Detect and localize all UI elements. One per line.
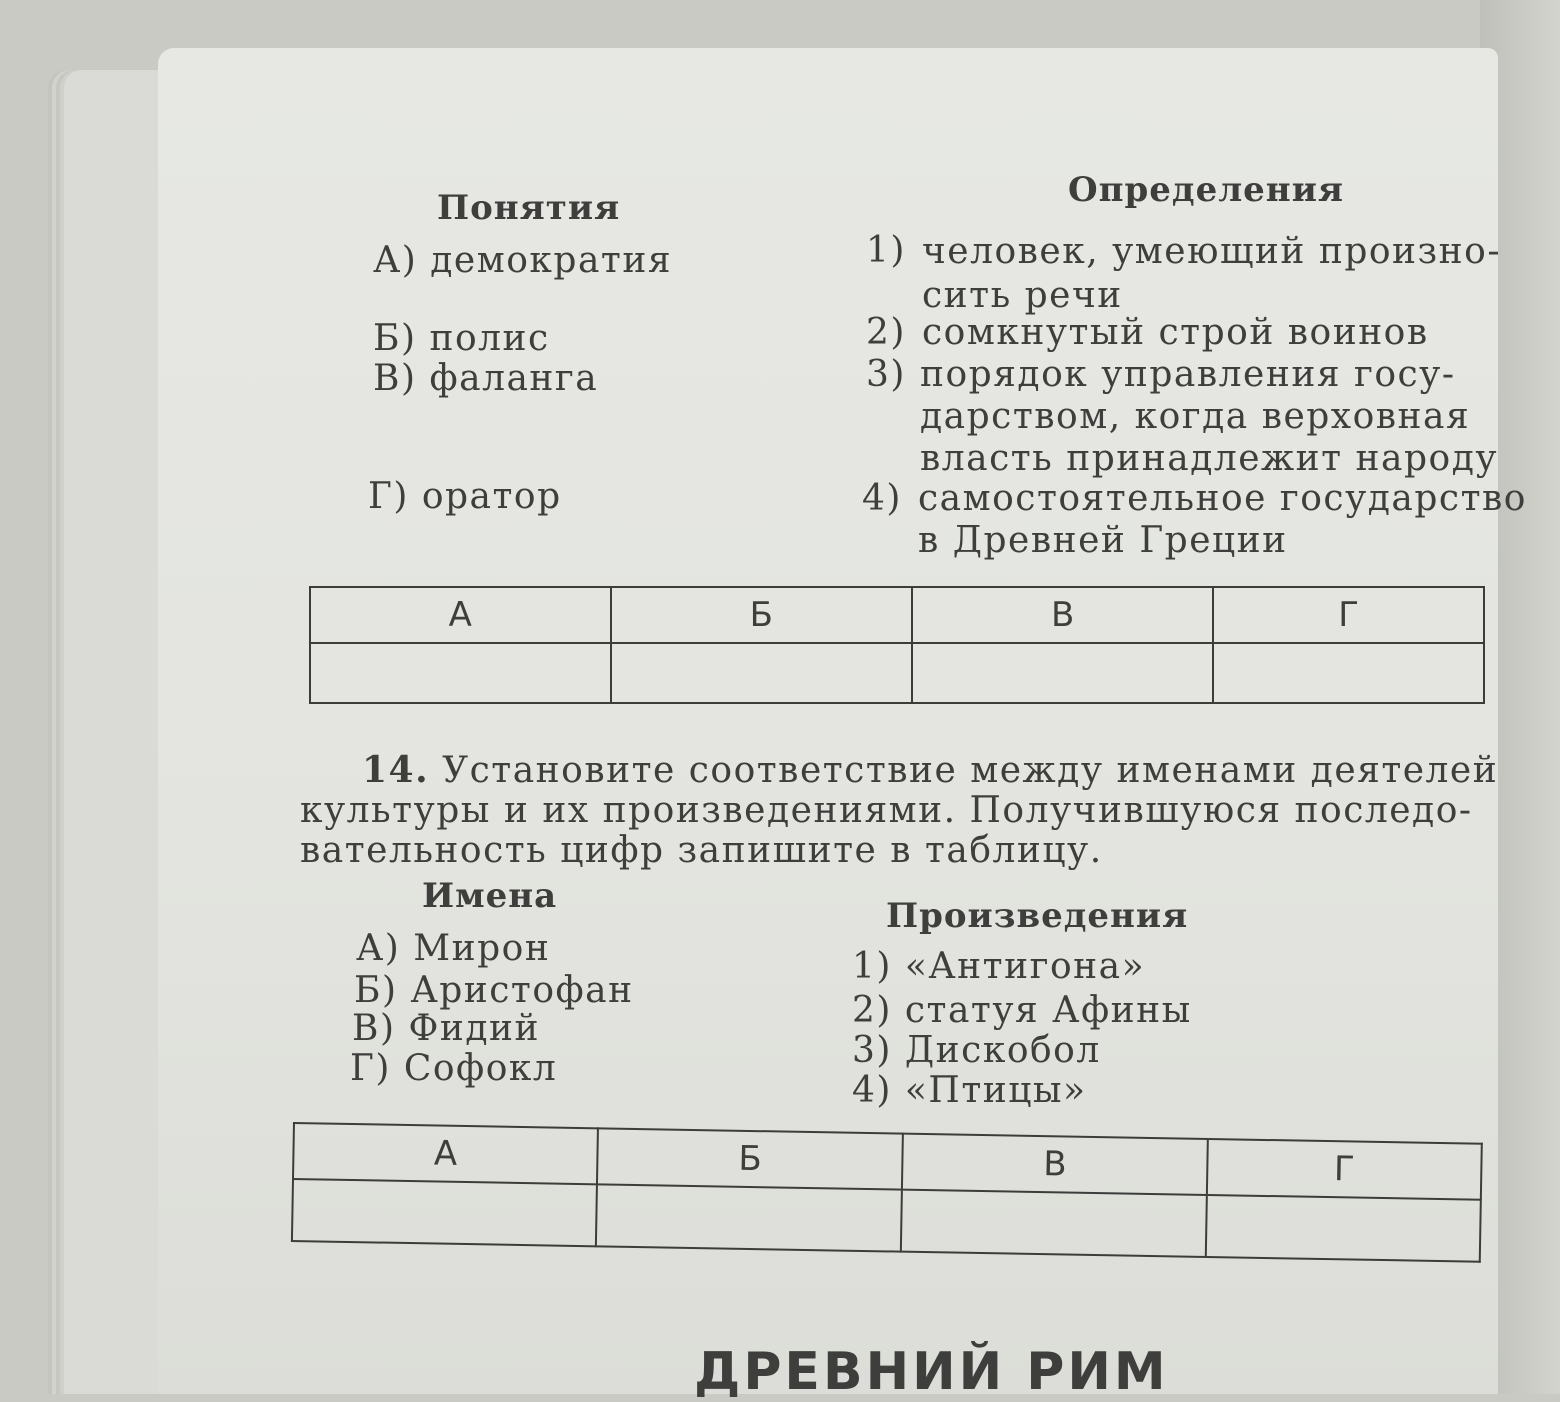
name-g: Г) Софокл (350, 1048, 558, 1089)
answer-cell-a[interactable] (310, 643, 611, 703)
question-number: 14. (362, 749, 430, 791)
answer-table-14 (291, 1122, 1483, 1263)
answer-cell-a[interactable] (292, 1179, 597, 1246)
answer-table-13 (309, 586, 1485, 704)
definition-line: самостоятельное государство (918, 478, 1527, 519)
answer-cell-g[interactable] (1213, 643, 1484, 703)
table-header-cell: А (293, 1123, 598, 1184)
table-header-row (310, 587, 1484, 643)
work-2: 2) статуя Афины (852, 990, 1192, 1031)
table-header-cell: Б (597, 1128, 903, 1189)
concept-v: В) фаланга (373, 358, 599, 399)
definition-line: порядок управления госу- (920, 354, 1456, 395)
definition-1 (922, 230, 1501, 318)
answer-cell-v[interactable] (901, 1190, 1207, 1257)
work-3: 3) Дискобол (852, 1030, 1101, 1071)
name-b: Б) Аристофан (354, 970, 634, 1011)
name-a: А) Мирон (356, 928, 551, 969)
name-v: В) Фидий (352, 1008, 540, 1049)
question-line-text: Установите соответствие между именами деятелей (442, 750, 1499, 791)
table-header-cell: Б (611, 587, 912, 643)
answer-cell-v[interactable] (912, 643, 1213, 703)
definition-line: власть принадлежит народу (920, 438, 1499, 479)
work-1: 1) «Антигона» (852, 946, 1146, 987)
question-line (300, 750, 1498, 791)
definition-1-number: 1) (866, 230, 906, 271)
definitions-heading: Определения (1068, 170, 1345, 210)
table-header-cell: Г (1207, 1139, 1482, 1200)
definition-4-number: 4) (862, 478, 902, 519)
definition-4 (918, 478, 1527, 562)
names-heading: Имена (422, 876, 558, 916)
definition-line: сить речи (922, 275, 1123, 316)
concepts-heading: Понятия (437, 188, 621, 228)
answer-cell-g[interactable] (1206, 1195, 1481, 1262)
table-header-cell: В (912, 587, 1213, 643)
concept-b: Б) полис (373, 318, 550, 359)
works-heading: Произведения (886, 896, 1189, 936)
question-line: культуры и их произведениями. Получившуюся последо- (300, 790, 1473, 831)
work-4: 4) «Птицы» (852, 1070, 1087, 1111)
definition-line: в Древней Греции (918, 520, 1288, 561)
chapter-title: ДРЕВНИЙ РИМ (694, 1342, 1169, 1402)
definition-line: дарством, когда верховная (920, 396, 1471, 437)
table-header-cell: Г (1213, 587, 1484, 643)
answer-cell-b[interactable] (611, 643, 912, 703)
concept-g: Г) оратор (368, 476, 562, 517)
table-answer-row (310, 643, 1484, 703)
table-header-cell: В (902, 1134, 1208, 1195)
definition-3 (920, 354, 1498, 480)
definition-line: человек, умеющий произно- (922, 231, 1502, 272)
question-14-text (300, 750, 1498, 871)
definition-2-number: 2) (866, 312, 906, 353)
question-line: вательность цифр запишите в таблицу. (300, 830, 1103, 871)
definition-3-number: 3) (866, 354, 906, 395)
table-header-cell: А (310, 587, 611, 643)
definition-2: сомкнутый строй воинов (922, 312, 1429, 353)
answer-cell-b[interactable] (596, 1184, 902, 1251)
concept-a: А) демократия (373, 240, 673, 281)
